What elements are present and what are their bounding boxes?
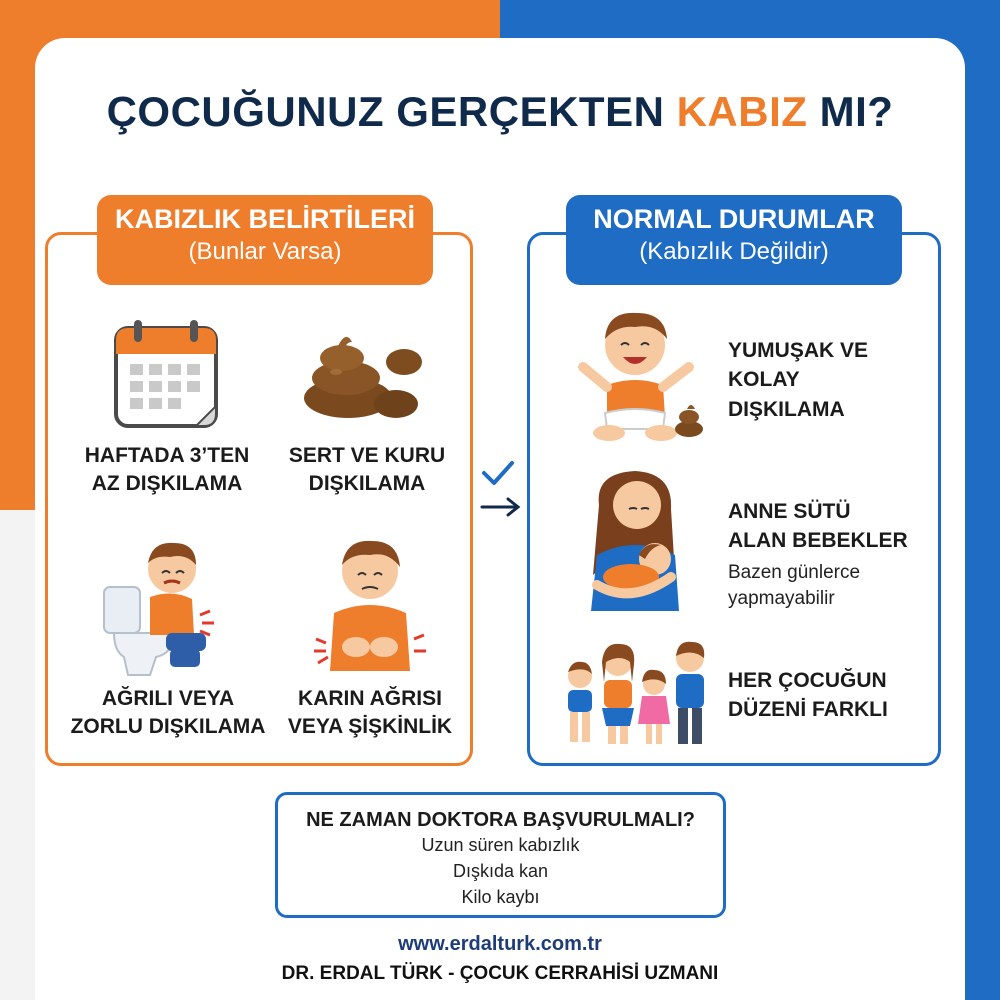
title-highlight: KABIZ	[676, 88, 808, 135]
doctor-box-item: Uzun süren kabızlık	[421, 835, 580, 855]
breastfeeding-mother-icon	[575, 465, 695, 615]
normal-heading: NORMAL DURUMLAR	[593, 204, 875, 234]
normal-label-breastfed: ANNE SÜTÜ ALAN BEBEKLER	[728, 500, 908, 553]
normal-label-soft-stool: YUMUŞAK VE KOLAY DIŞKILAMA	[728, 339, 869, 421]
symptom-label-frequency: HAFTADA 3’TEN AZ DIŞKILAMA	[84, 444, 250, 496]
doctor-box-item: Kilo kaybı	[461, 887, 540, 908]
symptom-label-hard-stool: SERT VE KURU DIŞKILAMA	[288, 444, 446, 496]
doctor-box-item: Dışkıda kan	[452, 861, 549, 882]
normal-label-different-routine: HER ÇOCUĞUN DÜZENİ FARKLI	[728, 669, 888, 722]
when-to-see-doctor-box	[275, 792, 726, 918]
stool-icon	[300, 328, 430, 423]
child-stomach-ache-icon	[310, 535, 430, 675]
normal-sublabel-breastfed: Bazen günlerce yapmayabilir	[728, 562, 861, 609]
title-part-2: MI?	[807, 88, 894, 135]
symptoms-heading: KABIZLIK BELİRTİLERİ	[115, 204, 415, 234]
website-url: www.erdalturk.com.tr	[398, 933, 602, 955]
calendar-icon	[112, 318, 222, 430]
normal-subheading: (Kabızlık Değildir)	[639, 237, 829, 265]
symptoms-heading-badge	[97, 195, 433, 285]
check-arrow-icon	[478, 455, 528, 525]
child-on-toilet-icon	[100, 535, 220, 680]
symptom-label-bloating: KARIN AĞRISI VEYA ŞİŞKİNLİK	[287, 687, 453, 739]
symptoms-subheading: (Bunlar Varsa)	[188, 237, 342, 265]
title-part-1: ÇOCUĞUNUZ GERÇEKTEN	[106, 88, 677, 135]
page-title	[0, 88, 1000, 136]
children-group-icon	[558, 632, 713, 747]
symptom-label-painful: AĞRILI VEYA ZORLU DIŞKILAMA	[70, 687, 266, 739]
normal-heading-badge	[566, 195, 902, 285]
author-credit: DR. ERDAL TÜRK - ÇOCUK CERRAHİSİ UZMANI	[281, 963, 719, 984]
happy-baby-icon	[577, 305, 707, 445]
doctor-box-title: NE ZAMAN DOKTORA BAŞVURULMALI?	[306, 809, 695, 831]
